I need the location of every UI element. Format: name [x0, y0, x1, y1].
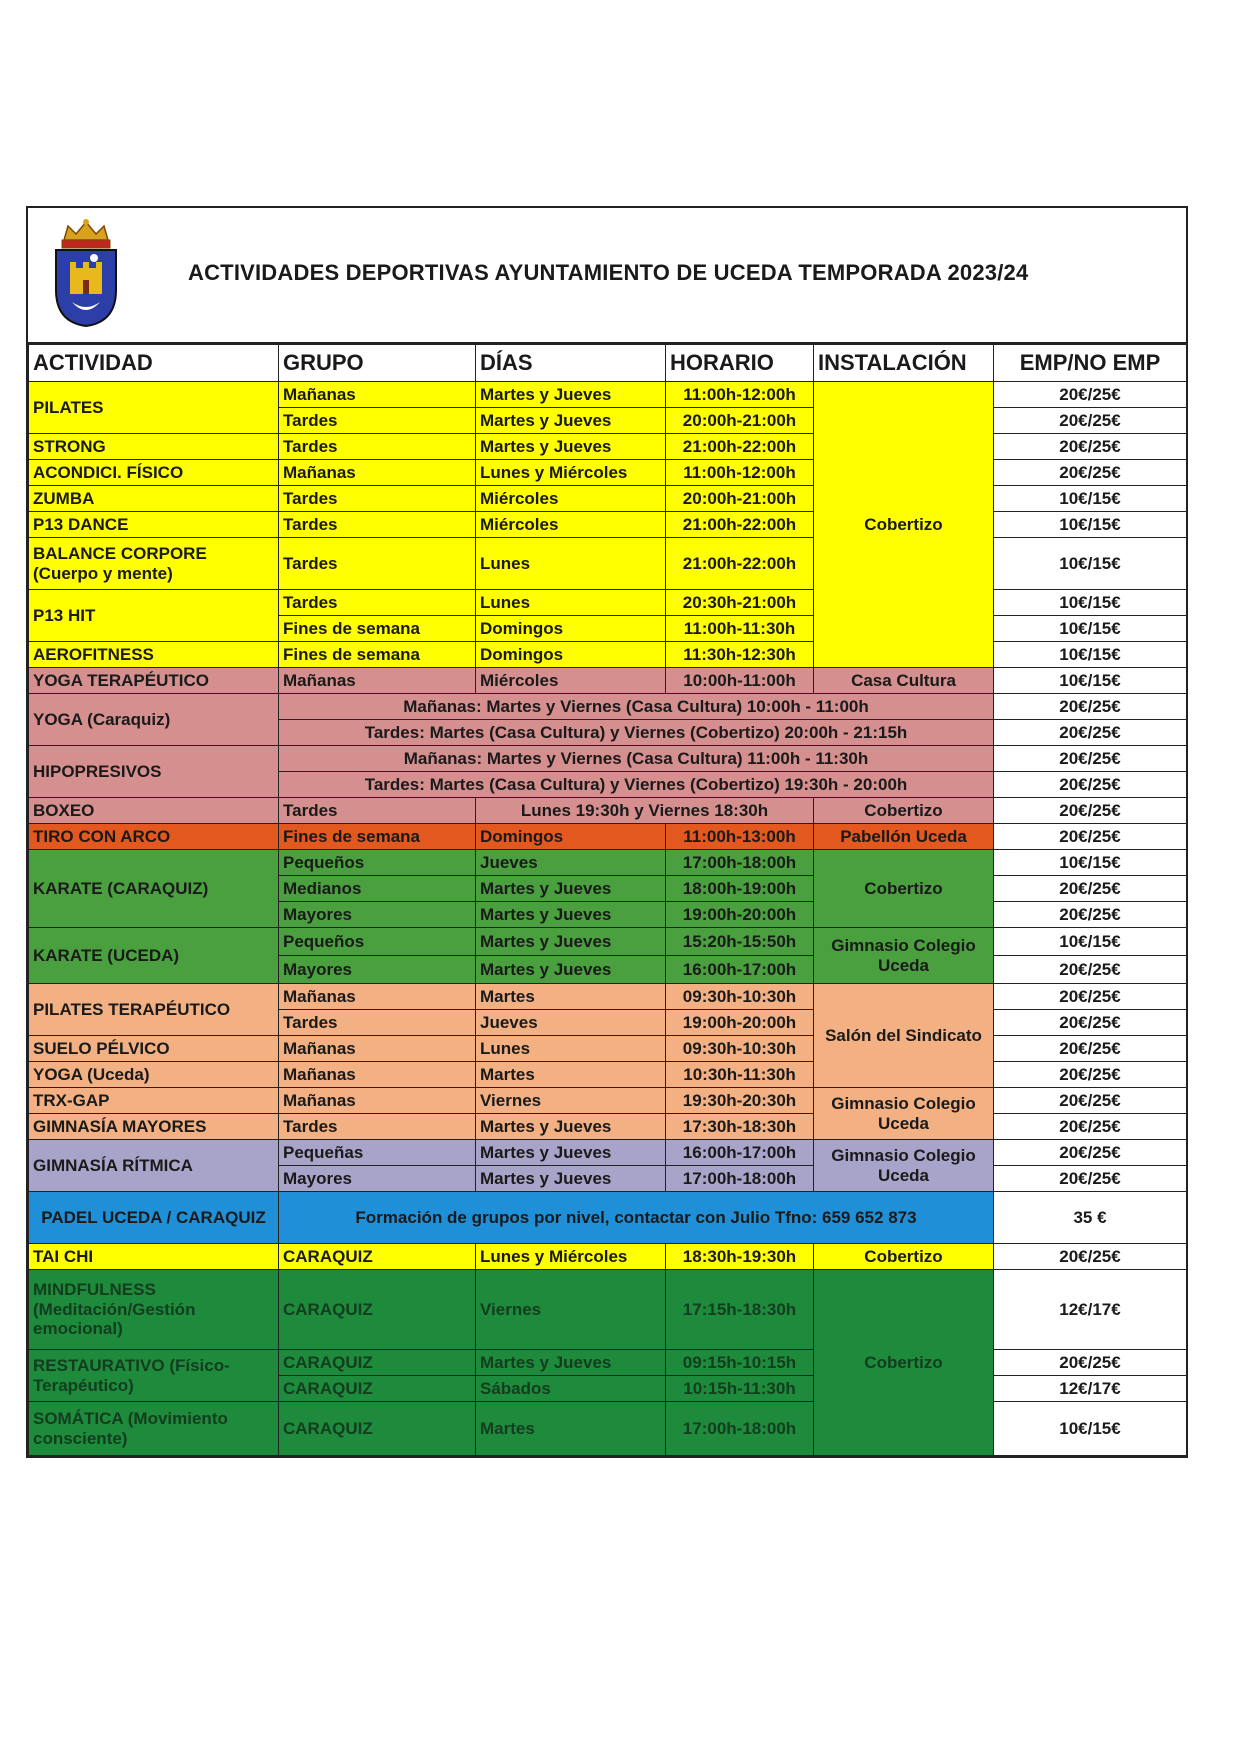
days-cell: Viernes [476, 1088, 666, 1114]
price-cell: 10€/15€ [994, 928, 1187, 956]
group-cell: Mañanas [279, 1036, 476, 1062]
table-row [29, 928, 1187, 956]
time-cell: 10:30h-11:30h [666, 1062, 814, 1088]
activity-cell: AEROFITNESS [29, 642, 279, 668]
days-cell: Martes y Jueves [476, 382, 666, 408]
price-cell: 10€/15€ [994, 1402, 1187, 1456]
price-cell: 20€/25€ [994, 984, 1187, 1010]
time-cell: 19:00h-20:00h [666, 902, 814, 928]
days-cell: Domingos [476, 642, 666, 668]
activity-cell: PILATES TERAPÉUTICO [29, 984, 279, 1036]
group-cell: Fines de semana [279, 642, 476, 668]
group-cell: Tardes [279, 798, 476, 824]
activity-cell: YOGA TERAPÉUTICO [29, 668, 279, 694]
time-cell: 16:00h-17:00h [666, 956, 814, 984]
group-cell: Mañanas [279, 460, 476, 486]
group-cell: CARAQUIZ [279, 1350, 476, 1376]
price-cell: 20€/25€ [994, 1244, 1187, 1270]
days-cell: Viernes [476, 1270, 666, 1350]
days-cell: Sábados [476, 1376, 666, 1402]
group-cell: Mayores [279, 1166, 476, 1192]
table-row [29, 850, 1187, 876]
schedule-merged-cell: Tardes: Martes (Casa Cultura) y Viernes (Cobertizo) 19:30h - 20:00h [279, 772, 994, 798]
time-cell: 10:00h-11:00h [666, 668, 814, 694]
venue-cell: Cobertizo [814, 798, 994, 824]
table-row [29, 512, 1187, 538]
table-row [29, 538, 1187, 590]
days-cell: Jueves [476, 850, 666, 876]
activity-cell: PILATES [29, 382, 279, 434]
price-cell: 12€/17€ [994, 1376, 1187, 1402]
group-cell: Tardes [279, 408, 476, 434]
time-cell: 10:15h-11:30h [666, 1376, 814, 1402]
group-cell: CARAQUIZ [279, 1270, 476, 1350]
group-cell: Tardes [279, 538, 476, 590]
days-cell: Martes y Jueves [476, 928, 666, 956]
price-cell: 10€/15€ [994, 642, 1187, 668]
time-cell: 20:30h-21:00h [666, 590, 814, 616]
group-cell: Mañanas [279, 382, 476, 408]
time-cell: 17:00h-18:00h [666, 850, 814, 876]
time-cell: 20:00h-21:00h [666, 486, 814, 512]
table-row [29, 824, 1187, 850]
days-cell: Martes [476, 984, 666, 1010]
header-actividad: ACTIVIDAD [29, 345, 279, 382]
schedule-sheet [26, 206, 1188, 1458]
activity-cell: TIRO CON ARCO [29, 824, 279, 850]
price-cell: 20€/25€ [994, 1140, 1187, 1166]
header-grupo: GRUPO [279, 345, 476, 382]
header-instalacion: INSTALACIÓN [814, 345, 994, 382]
table-row [29, 382, 1187, 408]
activity-cell: BALANCE CORPORE (Cuerpo y mente) [29, 538, 279, 590]
activity-cell: RESTAURATIVO (Físico-Terapéutico) [29, 1350, 279, 1402]
price-cell: 20€/25€ [994, 798, 1187, 824]
venue-cell: Gimnasio Colegio Uceda [814, 1140, 994, 1192]
time-cell: 17:15h-18:30h [666, 1270, 814, 1350]
activity-cell: KARATE (UCEDA) [29, 928, 279, 984]
days-cell: Martes y Jueves [476, 876, 666, 902]
days-cell: Martes y Jueves [476, 1140, 666, 1166]
group-cell: Medianos [279, 876, 476, 902]
days-cell: Martes y Jueves [476, 434, 666, 460]
group-cell: Pequeños [279, 928, 476, 956]
activity-cell: HIPOPRESIVOS [29, 746, 279, 798]
activity-cell: SOMÁTICA (Movimiento consciente) [29, 1402, 279, 1456]
days-cell: Martes y Jueves [476, 1166, 666, 1192]
group-cell: Pequeñas [279, 1140, 476, 1166]
price-cell: 20€/25€ [994, 902, 1187, 928]
venue-cell: Pabellón Uceda [814, 824, 994, 850]
activity-cell: SUELO PÉLVICO [29, 1036, 279, 1062]
schedule-merged-cell: Mañanas: Martes y Viernes (Casa Cultura) 11:00h - 11:30h [279, 746, 994, 772]
time-cell: 21:00h-22:00h [666, 434, 814, 460]
table-row [29, 746, 1187, 772]
table-row [29, 590, 1187, 616]
days-cell: Martes y Jueves [476, 956, 666, 984]
table-row [29, 1244, 1187, 1270]
price-cell: 20€/25€ [994, 1010, 1187, 1036]
group-cell: CARAQUIZ [279, 1402, 476, 1456]
venue-cell: Gimnasio Colegio Uceda [814, 1088, 994, 1140]
table-row [29, 460, 1187, 486]
header-precio: EMP/NO EMP [994, 345, 1187, 382]
days-cell: Lunes [476, 538, 666, 590]
price-cell: 20€/25€ [994, 1062, 1187, 1088]
venue-cell: Gimnasio Colegio Uceda [814, 928, 994, 984]
price-cell: 20€/25€ [994, 382, 1187, 408]
price-cell: 10€/15€ [994, 850, 1187, 876]
activity-cell: YOGA (Caraquiz) [29, 694, 279, 746]
group-cell: Mayores [279, 902, 476, 928]
days-cell: Miércoles [476, 512, 666, 538]
table-row [29, 486, 1187, 512]
activity-cell: P13 DANCE [29, 512, 279, 538]
price-cell: 20€/25€ [994, 694, 1187, 720]
table-row [29, 668, 1187, 694]
days-cell: Jueves [476, 1010, 666, 1036]
time-cell: 17:00h-18:00h [666, 1166, 814, 1192]
schedule-merged-cell: Formación de grupos por nivel, contactar con Julio Tfno: 659 652 873 [279, 1192, 994, 1244]
group-cell: Mañanas [279, 984, 476, 1010]
price-cell: 20€/25€ [994, 1088, 1187, 1114]
time-cell: 19:30h-20:30h [666, 1088, 814, 1114]
group-cell: Pequeños [279, 850, 476, 876]
table-row [29, 798, 1187, 824]
sheet-header [28, 208, 1186, 344]
group-cell: Mañanas [279, 668, 476, 694]
table-header-row [29, 345, 1187, 382]
activity-cell: P13 HIT [29, 590, 279, 642]
price-cell: 20€/25€ [994, 408, 1187, 434]
group-cell: Tardes [279, 434, 476, 460]
time-cell: 18:00h-19:00h [666, 876, 814, 902]
table-row [29, 1140, 1187, 1166]
activity-cell: PADEL UCEDA / CARAQUIZ [29, 1192, 279, 1244]
group-cell: Tardes [279, 1010, 476, 1036]
activity-cell: TAI CHI [29, 1244, 279, 1270]
activity-cell: BOXEO [29, 798, 279, 824]
venue-cell: Cobertizo [814, 1244, 994, 1270]
price-cell: 12€/17€ [994, 1270, 1187, 1350]
time-cell: 19:00h-20:00h [666, 1010, 814, 1036]
group-cell: Mañanas [279, 1062, 476, 1088]
activities-table [28, 344, 1187, 1456]
activity-cell: ZUMBA [29, 486, 279, 512]
price-cell: 20€/25€ [994, 1350, 1187, 1376]
price-cell: 20€/25€ [994, 1166, 1187, 1192]
time-cell: 09:30h-10:30h [666, 1036, 814, 1062]
price-cell: 20€/25€ [994, 772, 1187, 798]
price-cell: 10€/15€ [994, 486, 1187, 512]
group-cell: Fines de semana [279, 824, 476, 850]
time-cell: 18:30h-19:30h [666, 1244, 814, 1270]
days-cell: Miércoles [476, 486, 666, 512]
venue-cell: Cobertizo [814, 1270, 994, 1456]
activity-cell: GIMNASÍA RÍTMICA [29, 1140, 279, 1192]
days-cell: Martes [476, 1402, 666, 1456]
venue-cell: Cobertizo [814, 850, 994, 928]
time-cell: 17:30h-18:30h [666, 1114, 814, 1140]
price-cell: 10€/15€ [994, 512, 1187, 538]
days-cell: Martes y Jueves [476, 408, 666, 434]
venue-cell: Cobertizo [814, 382, 994, 668]
days-cell: Lunes y Miércoles [476, 460, 666, 486]
price-cell: 10€/15€ [994, 668, 1187, 694]
table-row [29, 642, 1187, 668]
table-row [29, 434, 1187, 460]
time-cell: 21:00h-22:00h [666, 512, 814, 538]
time-cell: 11:00h-13:00h [666, 824, 814, 850]
time-cell: 11:30h-12:30h [666, 642, 814, 668]
schedule-merged-cell: Lunes 19:30h y Viernes 18:30h [476, 798, 814, 824]
price-cell: 10€/15€ [994, 538, 1187, 590]
activity-cell: GIMNASÍA MAYORES [29, 1114, 279, 1140]
table-row [29, 1088, 1187, 1114]
group-cell: Mañanas [279, 1088, 476, 1114]
schedule-merged-cell: Mañanas: Martes y Viernes (Casa Cultura) 10:00h - 11:00h [279, 694, 994, 720]
price-cell: 20€/25€ [994, 1114, 1187, 1140]
price-cell: 20€/25€ [994, 824, 1187, 850]
venue-cell: Salón del Sindicato [814, 984, 994, 1088]
table-row [29, 694, 1187, 720]
price-cell: 35 € [994, 1192, 1187, 1244]
time-cell: 16:00h-17:00h [666, 1140, 814, 1166]
time-cell: 17:00h-18:00h [666, 1402, 814, 1456]
days-cell: Martes y Jueves [476, 1114, 666, 1140]
time-cell: 15:20h-15:50h [666, 928, 814, 956]
time-cell: 21:00h-22:00h [666, 538, 814, 590]
time-cell: 11:00h-12:00h [666, 460, 814, 486]
time-cell: 09:30h-10:30h [666, 984, 814, 1010]
header-dias: DÍAS [476, 345, 666, 382]
days-cell: Martes y Jueves [476, 902, 666, 928]
group-cell: Mayores [279, 956, 476, 984]
days-cell: Martes [476, 1062, 666, 1088]
activity-cell: TRX-GAP [29, 1088, 279, 1114]
table-row [29, 1270, 1187, 1350]
price-cell: 20€/25€ [994, 434, 1187, 460]
days-cell: Lunes y Miércoles [476, 1244, 666, 1270]
time-cell: 09:15h-10:15h [666, 1350, 814, 1376]
days-cell: Miércoles [476, 668, 666, 694]
price-cell: 20€/25€ [994, 876, 1187, 902]
activity-cell: MINDFULNESS (Meditación/Gestión emocional) [29, 1270, 279, 1350]
days-cell: Lunes [476, 1036, 666, 1062]
table-row [29, 984, 1187, 1010]
table-row [29, 1062, 1187, 1088]
venue-cell: Casa Cultura [814, 668, 994, 694]
price-cell: 20€/25€ [994, 746, 1187, 772]
time-cell: 11:00h-11:30h [666, 616, 814, 642]
days-cell: Lunes [476, 590, 666, 616]
table-row [29, 1402, 1187, 1456]
days-cell: Martes y Jueves [476, 1350, 666, 1376]
group-cell: CARAQUIZ [279, 1376, 476, 1402]
group-cell: Tardes [279, 486, 476, 512]
days-cell: Domingos [476, 616, 666, 642]
price-cell: 20€/25€ [994, 1036, 1187, 1062]
activity-cell: STRONG [29, 434, 279, 460]
price-cell: 10€/15€ [994, 616, 1187, 642]
header-horario: HORARIO [666, 345, 814, 382]
group-cell: CARAQUIZ [279, 1244, 476, 1270]
group-cell: Tardes [279, 512, 476, 538]
table-row [29, 1036, 1187, 1062]
price-cell: 10€/15€ [994, 590, 1187, 616]
activity-cell: ACONDICI. FÍSICO [29, 460, 279, 486]
page-title: ACTIVIDADES DEPORTIVAS AYUNTAMIENTO DE UCEDA TEMPORADA 2023/24 [188, 260, 1029, 285]
days-cell: Domingos [476, 824, 666, 850]
schedule-merged-cell: Tardes: Martes (Casa Cultura) y Viernes (Cobertizo) 20:00h - 21:15h [279, 720, 994, 746]
table-row [29, 1114, 1187, 1140]
table-row [29, 1350, 1187, 1376]
group-cell: Fines de semana [279, 616, 476, 642]
price-cell: 20€/25€ [994, 460, 1187, 486]
coat-of-arms-icon [50, 218, 122, 330]
activity-cell: YOGA (Uceda) [29, 1062, 279, 1088]
price-cell: 20€/25€ [994, 956, 1187, 984]
time-cell: 11:00h-12:00h [666, 382, 814, 408]
group-cell: Tardes [279, 1114, 476, 1140]
price-cell: 20€/25€ [994, 720, 1187, 746]
group-cell: Tardes [279, 590, 476, 616]
activity-cell: KARATE (CARAQUIZ) [29, 850, 279, 928]
table-row [29, 1192, 1187, 1244]
time-cell: 20:00h-21:00h [666, 408, 814, 434]
